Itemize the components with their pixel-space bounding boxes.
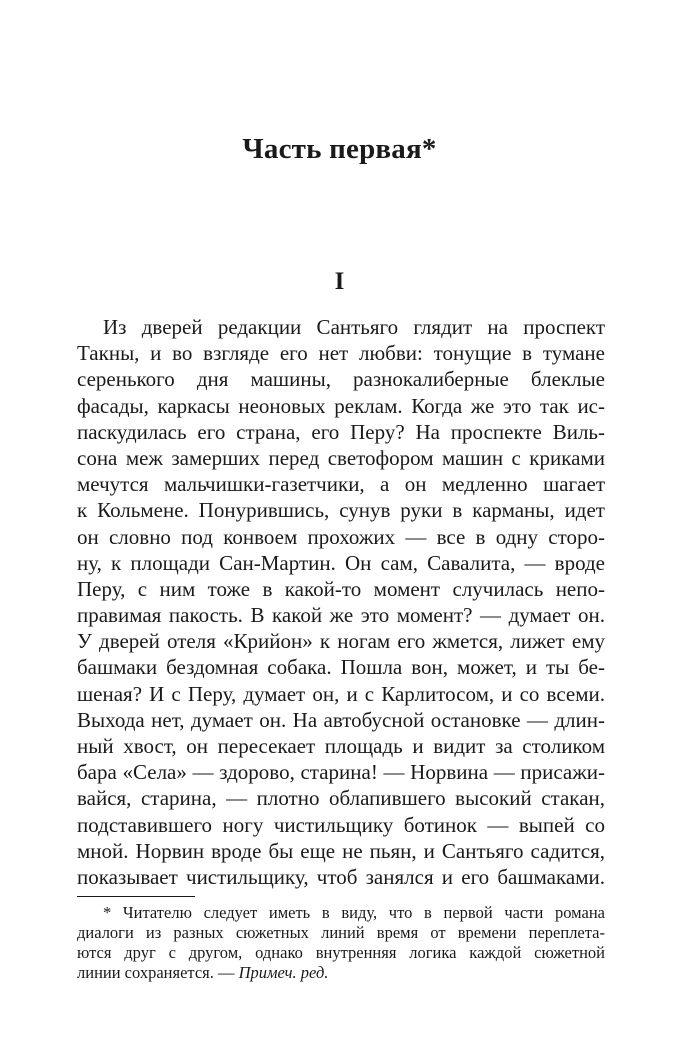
body-line: правимая пакость. В какой же это момент? — думает он. xyxy=(77,603,605,628)
body-line: мной. Норвин вроде бы еще не пьян, и Сантьяго садится, xyxy=(77,838,605,863)
body-line: мечутся мальчишки-газетчики, а он медленно шагает xyxy=(77,472,605,497)
body-line: он словно под конвоем прохожих — все в одну сторо- xyxy=(77,524,605,549)
body-line: Такны, и во взгляде его нет любви: тонущие в тумане xyxy=(77,341,605,366)
part-title: Часть первая* xyxy=(242,133,437,165)
body-line: сона меж замерших перед светофором машин с криками xyxy=(77,445,605,470)
body-text xyxy=(77,314,605,890)
footnote-line: * Читателю следует иметь в виду, что в первой части романа xyxy=(103,903,605,922)
body-line: У дверей отеля «Крийон» к ногам его жмется, лижет ему xyxy=(77,629,605,654)
body-line: подставившего ногу чистильщику ботинок — выпей со xyxy=(77,812,605,837)
editor-note: Примеч. ред. xyxy=(238,963,329,982)
body-line: Из дверей редакции Сантьяго глядит на проспект xyxy=(103,315,605,339)
body-line: к Кольмене. Понурившись, сунув руки в карманы, идет xyxy=(77,498,605,523)
footnote-last-line xyxy=(77,963,605,983)
body-line: бара «Села» — здорово, старина! — Норвина — присажи- xyxy=(77,760,605,785)
chapter-number: I xyxy=(334,268,345,295)
body-line: паскудилась его страна, его Перу? На проспекте Виль- xyxy=(77,419,605,444)
body-line: фасады, каркасы неоновых реклам. Когда же это так ис- xyxy=(77,393,605,418)
footnote xyxy=(77,903,605,983)
footnote-divider xyxy=(77,896,195,897)
footnote-last-text: линии сохраняется. — xyxy=(77,963,239,982)
footnote-line: ются друг с другом, однако внутренняя логика каждой сюжетной xyxy=(77,943,605,962)
body-line: шеная? И с Перу, думает он, и с Карлитосом, и со всеми. xyxy=(77,681,605,706)
body-line: вайся, старина, — плотно облапившего высокий стакан, xyxy=(77,786,605,811)
body-line: башмаки бездомная собака. Пошла вон, может, и ты бе- xyxy=(77,655,605,680)
footnote-line: диалоги из разных сюжетных линий время от времени переплета- xyxy=(77,923,605,942)
body-line: серенького дня машины, разнокалиберные блеклые xyxy=(77,367,605,392)
body-line: Выхода нет, думает он. На автобусной остановке — длин- xyxy=(77,707,605,732)
body-line: Перу, с ним тоже в какой-то момент случилась непо- xyxy=(77,576,605,601)
body-line: показывает чистильщику, чтоб занялся и его башмаками. xyxy=(77,864,605,889)
body-line: ну, к площади Сан-Мартин. Он сам, Савалита, — вроде xyxy=(77,550,605,575)
body-line: ный хвост, он пересекает площадь и видит за столиком xyxy=(77,734,605,758)
